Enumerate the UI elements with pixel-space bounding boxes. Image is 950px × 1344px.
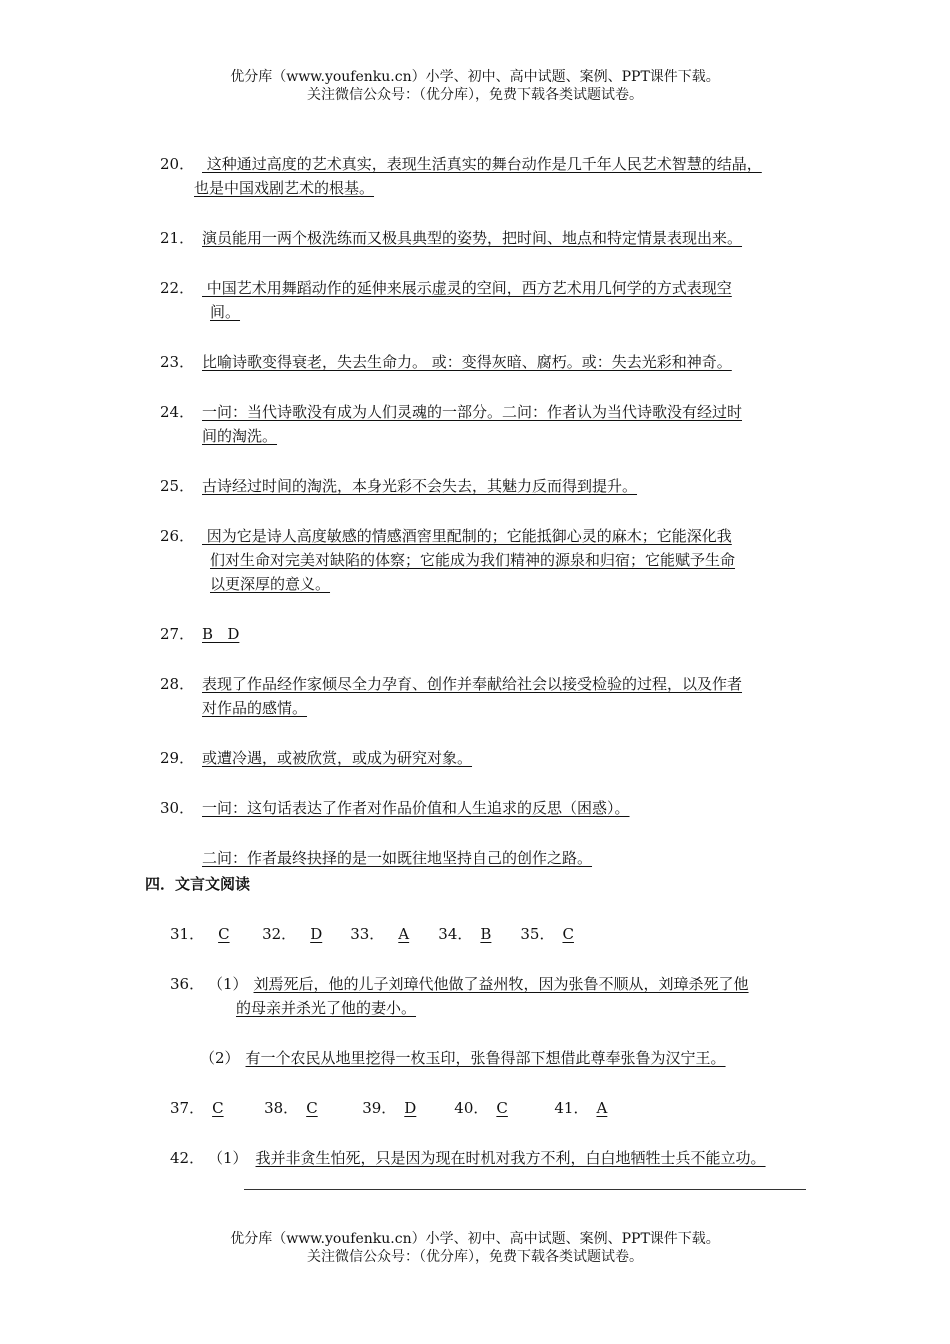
answer-26 — [160, 524, 840, 548]
answer-text: 表现了作品经作家倾尽全力孕育、创作并奉献给社会以接受检验的过程，以及作者 — [202, 675, 743, 693]
question-number: 23． — [160, 353, 195, 371]
answer-25 — [160, 474, 840, 498]
question-number: 27． — [160, 625, 195, 643]
answer-24 — [160, 400, 840, 424]
answer-text: 比喻诗歌变得衰老，失去生命力。 或：变得灰暗、腐朽。或：失去光彩和神奇。 — [202, 353, 732, 371]
question-number: 35． — [520, 925, 555, 943]
mc-answer: C — [218, 925, 230, 943]
question-number: 30． — [160, 799, 195, 817]
mc-row-31-35 — [170, 922, 604, 946]
answer-text: 古诗经过时间的淘洗，本身光彩不会失去，其魅力反而得到提升。 — [202, 477, 638, 495]
question-number: 33． — [350, 925, 385, 943]
answer-text: 我并非贪生怕死，只是因为现在时机对我方不利，白白地牺牲士兵不能立功。 — [255, 1149, 766, 1167]
footer-line-1: 优分库（www.youfenku.cn）小学、初中、高中试题、案例、PPT课件下载。 — [230, 1231, 720, 1247]
answer-22-line-2: 间。 — [210, 303, 241, 321]
question-number: 42． — [170, 1149, 205, 1167]
mc-answer: A — [398, 925, 410, 943]
answer-42 — [170, 1146, 766, 1170]
question-number: 32． — [262, 925, 297, 943]
answer-28 — [160, 672, 840, 696]
answer-text: 中国艺术用舞蹈动作的延伸来展示虚灵的空间，西方艺术用几何学的方式表现空 — [202, 279, 732, 297]
answer-36-part-2 — [200, 1046, 730, 1070]
question-number: 36． — [170, 975, 205, 993]
footer-line-2: 关注微信公众号：（优分库），免费下载各类试题试卷。 — [307, 1249, 643, 1265]
answer-text: 一问：当代诗歌没有成为人们灵魂的一部分。二问：作者认为当代诗歌没有经过时 — [202, 403, 743, 421]
question-number: 34． — [438, 925, 473, 943]
question-number: 29． — [160, 749, 195, 767]
answer-28-line-2: 对作品的感情。 — [202, 699, 308, 717]
mc-answer: C — [562, 925, 574, 943]
question-number: 37． — [170, 1099, 205, 1117]
answer-27 — [160, 622, 840, 646]
answer-text: 刘焉死后，他的儿子刘璋代他做了益州牧，因为张鲁不顺从，刘璋杀死了他 — [253, 975, 749, 993]
question-number: 25． — [160, 477, 195, 495]
answer-text: 演员能用一两个极洗练而又极具典型的姿势，把时间、地点和特定情景表现出来。 — [202, 229, 743, 247]
question-number: 41． — [554, 1099, 589, 1117]
answer-text: 这种通过高度的艺术真实，表现生活真实的舞台动作是几千年人民艺术智慧的结晶， — [202, 155, 762, 173]
answer-26-line-3: 以更深厚的意义。 — [210, 575, 331, 593]
header-line-1: 优分库（www.youfenku.cn）小学、初中、高中试题、案例、PPT课件下载。 — [230, 69, 720, 85]
mc-answer: C — [496, 1099, 508, 1117]
answer-text: B D — [202, 625, 240, 643]
answer-36-line-2: 的母亲并杀光了他的妻小。 — [236, 999, 417, 1017]
answer-36 — [170, 972, 751, 996]
mc-answer: C — [212, 1099, 224, 1117]
answer-20-line-2: 也是中国戏剧艺术的根基。 — [194, 179, 375, 197]
part-label: （2） — [200, 1049, 240, 1067]
answer-30-part-2: 二问：作者最终抉择的是一如既往地坚持自己的创作之路。 — [202, 849, 593, 867]
question-number: 24． — [160, 403, 195, 421]
page-header — [0, 68, 950, 104]
mc-answer: C — [306, 1099, 318, 1117]
question-number: 38． — [264, 1099, 299, 1117]
mc-row-37-41 — [170, 1096, 636, 1120]
answer-text: 一问：这句话表达了作者对作品价值和人生追求的反思（困惑）。 — [202, 799, 630, 817]
answer-text: 因为它是诗人高度敏感的情感酒窖里配制的；它能抵御心灵的麻木；它能深化我 — [202, 527, 732, 545]
question-number: 40． — [454, 1099, 489, 1117]
question-number: 20． — [160, 155, 195, 173]
part-label: （1） — [208, 1149, 248, 1167]
answer-26-line-2: 们对生命对完美对缺陷的体察；它能成为我们精神的源泉和归宿；它能赋予生命 — [210, 551, 736, 569]
header-line-2: 关注微信公众号：（优分库），免费下载各类试题试卷。 — [307, 87, 643, 103]
blank-answer-line — [244, 1189, 806, 1190]
mc-answer: D — [404, 1099, 417, 1117]
question-number: 26． — [160, 527, 195, 545]
section-title: 四．文言文阅读 — [145, 875, 251, 893]
part-label: （1） — [208, 975, 248, 993]
answer-30 — [160, 796, 840, 820]
question-number: 21． — [160, 229, 195, 247]
question-number: 39． — [362, 1099, 397, 1117]
answer-29 — [160, 746, 840, 770]
answer-24-line-2: 间的淘洗。 — [202, 427, 278, 445]
answer-23 — [160, 350, 840, 374]
answer-21 — [160, 226, 840, 250]
answer-text: 或遭冷遇，或被欣赏，或成为研究对象。 — [202, 749, 473, 767]
question-number: 28． — [160, 675, 195, 693]
mc-answer: B — [480, 925, 492, 943]
mc-answer: A — [596, 1099, 608, 1117]
answer-20 — [160, 152, 840, 176]
question-number: 31． — [170, 925, 205, 943]
mc-answer: D — [310, 925, 323, 943]
question-number: 22． — [160, 279, 195, 297]
answer-22 — [160, 276, 840, 300]
answer-text: 有一个农民从地里挖得一枚玉印，张鲁得部下想借此尊奉张鲁为汉宁王。 — [245, 1049, 726, 1067]
page-footer — [0, 1230, 950, 1266]
